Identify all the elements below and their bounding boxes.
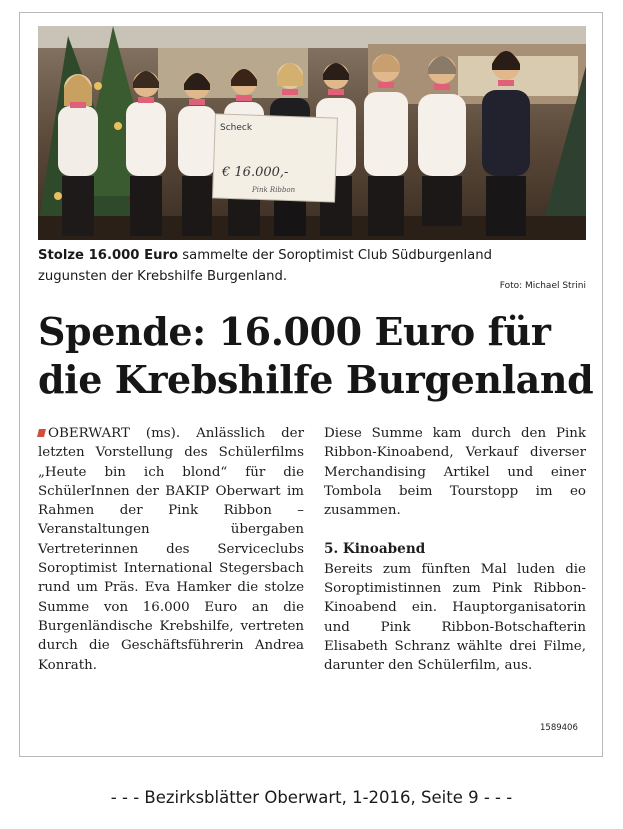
headline-line-2: die Krebshilfe Burgenland — [38, 357, 594, 402]
headline — [38, 308, 598, 404]
caption-bold: Stolze 16.000 Euro — [38, 248, 179, 263]
caption-line1-rest: sammelte der Soroptimist Club Südburgenland — [178, 248, 492, 263]
headline-line-1: Spende: 16.000 Euro für — [38, 309, 551, 354]
article-right-paragraph-2: Bereits zum fünften Mal luden die Soroptimistinnen zum Pink Ribbon-Kinoabend ein. Hauptorganisatorin und Pink Ribbon-Botschafterin Elisabeth Schranz wählte drei Filme, darunter den Schülerfilm, aus. — [324, 561, 586, 674]
cheque-amount: € 16.000,- — [222, 165, 289, 180]
article-id: 1589406 — [540, 723, 578, 733]
article-column-left — [38, 424, 304, 675]
source-footer: - - - Bezirksblätter Oberwart, 1-2016, Seite 9 - - - — [110, 788, 513, 807]
article-right-paragraph-1: Diese Summe kam durch den Pink Ribbon-Kinoabend, Verkauf diverser Merchandising Artikel und einer Tombola beim Tourstopp im eo zusammen. — [324, 426, 586, 519]
photo-caption — [38, 245, 586, 293]
cheque-label: Scheck — [220, 123, 253, 133]
caption-line-2: zugunsten der Krebshilfe Burgenland. — [38, 269, 288, 284]
location-marker-icon — [37, 429, 46, 437]
article-column-right — [324, 424, 586, 676]
article-left-text: OBERWART (ms). Anlässlich der letzten Vorstellung des Schülerfilms „Heute bin ich blond“ für die SchülerInnen der BAKIP Oberwart im Rahmen der Pink Ribbon – Veranstaltungen übergaben Vertreterinnen des Serviceclubs Soroptimist International Stegersbach rund um Präs. Eva Hamker die stolze Summe von 16.000 Euro an die Burgenländische Krebshilfe, vertreten durch die Geschäftsführerin Andrea Konrath. — [38, 426, 304, 673]
cheque — [213, 114, 338, 202]
photo-illustration — [38, 26, 586, 240]
cheque-note: Pink Ribbon — [252, 186, 296, 194]
article-subhead: 5. Kinoabend — [324, 541, 426, 558]
group-photo — [38, 26, 586, 240]
photo-credit: Foto: Michael Strini — [499, 281, 586, 291]
caption-line-1 — [38, 245, 586, 266]
